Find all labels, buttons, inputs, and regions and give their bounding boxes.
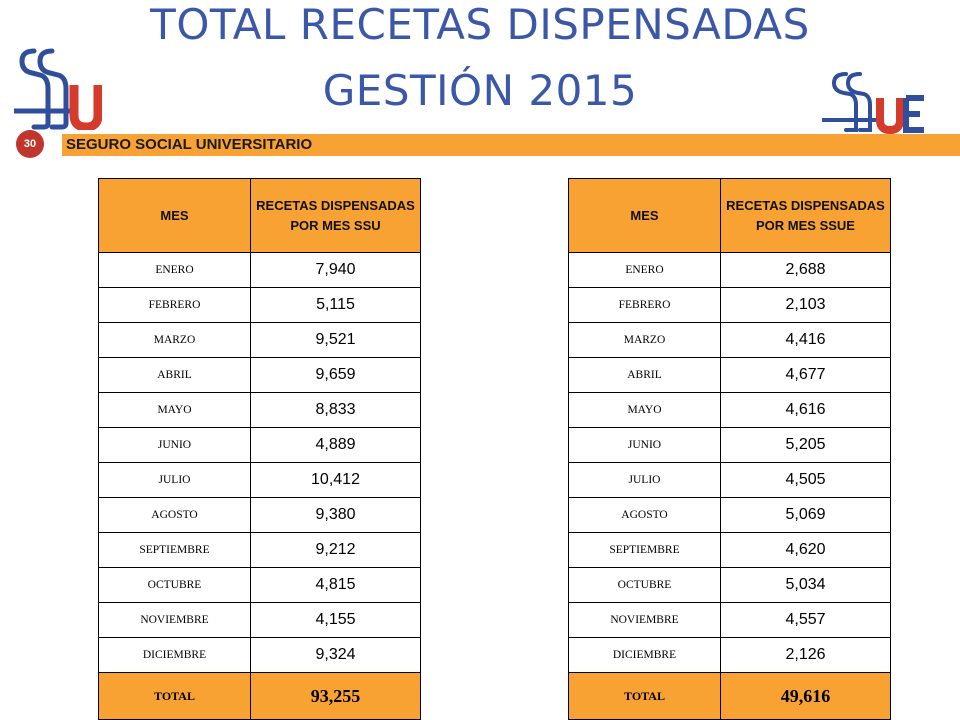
month-cell: ABRIL xyxy=(99,358,251,393)
table-row xyxy=(99,358,421,393)
ssu-prescriptions-table xyxy=(98,178,421,720)
prescriptions-count-cell: 5,205 xyxy=(721,428,891,463)
month-cell: SEPTIEMBRE xyxy=(99,533,251,568)
table-row xyxy=(569,463,891,498)
prescriptions-count-cell: 4,155 xyxy=(251,603,421,638)
ssue-logo xyxy=(820,70,940,135)
table-row xyxy=(99,428,421,463)
prescriptions-count-cell: 8,833 xyxy=(251,393,421,428)
prescriptions-count-cell: 9,212 xyxy=(251,533,421,568)
table-row xyxy=(569,393,891,428)
ssu-table-body xyxy=(99,253,421,720)
month-cell: AGOSTO xyxy=(569,498,721,533)
table-row xyxy=(99,533,421,568)
month-cell: OCTUBRE xyxy=(99,568,251,603)
table-row xyxy=(99,498,421,533)
month-cell: MAYO xyxy=(569,393,721,428)
prescriptions-count-cell: 5,034 xyxy=(721,568,891,603)
month-cell: AGOSTO xyxy=(99,498,251,533)
month-cell: DICIEMBRE xyxy=(569,638,721,673)
prescriptions-count-cell: 9,380 xyxy=(251,498,421,533)
prescriptions-count-cell: 2,103 xyxy=(721,288,891,323)
month-cell: FEBRERO xyxy=(569,288,721,323)
month-cell: OCTUBRE xyxy=(569,568,721,603)
table-row xyxy=(569,323,891,358)
total-value-cell: 93,255 xyxy=(251,673,421,720)
month-cell: ABRIL xyxy=(569,358,721,393)
prescriptions-count-cell: 5,069 xyxy=(721,498,891,533)
table-row xyxy=(569,498,891,533)
page-title-line1: TOTAL RECETAS DISPENSADAS xyxy=(150,0,810,49)
table-row xyxy=(569,568,891,603)
month-cell: MARZO xyxy=(569,323,721,358)
total-row xyxy=(99,673,421,720)
total-value-cell: 49,616 xyxy=(721,673,891,720)
month-cell: NOVIEMBRE xyxy=(569,603,721,638)
prescriptions-count-cell: 4,677 xyxy=(721,358,891,393)
month-cell: DICIEMBRE xyxy=(99,638,251,673)
prescriptions-count-cell: 9,659 xyxy=(251,358,421,393)
month-cell: JUNIO xyxy=(569,428,721,463)
column-header-mes: MES xyxy=(569,179,721,253)
organization-name: SEGURO SOCIAL UNIVERSITARIO xyxy=(66,136,313,153)
month-cell: MAYO xyxy=(99,393,251,428)
ssue-prescriptions-table xyxy=(568,178,891,720)
ssu-logo xyxy=(12,45,102,130)
page-title-line2: GESTIÓN 2015 xyxy=(322,66,638,115)
table-row xyxy=(569,358,891,393)
table-row xyxy=(569,253,891,288)
total-label-cell: TOTAL xyxy=(569,673,721,720)
month-cell: JULIO xyxy=(569,463,721,498)
table-row xyxy=(569,428,891,463)
month-cell: ENERO xyxy=(569,253,721,288)
prescriptions-count-cell: 4,505 xyxy=(721,463,891,498)
table-row xyxy=(99,463,421,498)
prescriptions-count-cell: 4,416 xyxy=(721,323,891,358)
prescriptions-count-cell: 2,688 xyxy=(721,253,891,288)
prescriptions-count-cell: 2,126 xyxy=(721,638,891,673)
column-header-recetas-ssu: RECETAS DISPENSADAS POR MES SSU xyxy=(251,179,421,253)
total-label-cell: TOTAL xyxy=(99,673,251,720)
month-cell: FEBRERO xyxy=(99,288,251,323)
month-cell: MARZO xyxy=(99,323,251,358)
month-cell: SEPTIEMBRE xyxy=(569,533,721,568)
month-cell: JULIO xyxy=(99,463,251,498)
prescriptions-count-cell: 5,115 xyxy=(251,288,421,323)
month-cell: ENERO xyxy=(99,253,251,288)
prescriptions-count-cell: 9,324 xyxy=(251,638,421,673)
prescriptions-count-cell: 4,557 xyxy=(721,603,891,638)
table-row xyxy=(99,288,421,323)
month-cell: JUNIO xyxy=(99,428,251,463)
table-row xyxy=(569,288,891,323)
prescriptions-count-cell: 7,940 xyxy=(251,253,421,288)
total-row xyxy=(569,673,891,720)
column-header-mes: MES xyxy=(99,179,251,253)
table-row xyxy=(569,533,891,568)
page-number-badge: 30 xyxy=(16,130,44,158)
month-cell: NOVIEMBRE xyxy=(99,603,251,638)
table-row xyxy=(99,568,421,603)
prescriptions-count-cell: 10,412 xyxy=(251,463,421,498)
prescriptions-count-cell: 9,521 xyxy=(251,323,421,358)
table-row xyxy=(99,253,421,288)
column-header-recetas-ssue: RECETAS DISPENSADAS POR MES SSUE xyxy=(721,179,891,253)
table-row xyxy=(569,638,891,673)
prescriptions-count-cell: 4,620 xyxy=(721,533,891,568)
prescriptions-count-cell: 4,815 xyxy=(251,568,421,603)
prescriptions-count-cell: 4,616 xyxy=(721,393,891,428)
table-row xyxy=(569,603,891,638)
table-row xyxy=(99,323,421,358)
table-row xyxy=(99,393,421,428)
ssue-table-body xyxy=(569,253,891,720)
table-row xyxy=(99,638,421,673)
table-row xyxy=(99,603,421,638)
prescriptions-count-cell: 4,889 xyxy=(251,428,421,463)
